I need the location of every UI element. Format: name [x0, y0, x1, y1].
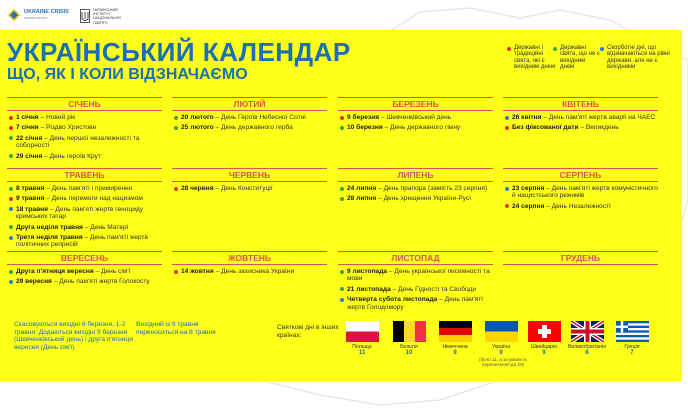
holiday-type-dot — [340, 126, 344, 130]
holiday-date: 28 липня — [347, 195, 377, 203]
holiday-entry — [7, 206, 162, 221]
holiday-text — [512, 185, 658, 200]
month-april — [503, 97, 658, 132]
holiday-text — [347, 296, 493, 311]
uk-flag-icon — [571, 321, 604, 342]
holiday-type-dot — [174, 270, 178, 274]
month-header: ТРАВЕНЬ — [7, 168, 162, 182]
month-header: ЛЮТИЙ — [172, 97, 327, 111]
holiday-text — [16, 268, 130, 275]
belgium-flag-icon — [393, 321, 426, 342]
holiday-date: Без фіксованої дати — [512, 124, 579, 132]
holiday-text — [16, 114, 75, 121]
holiday-text — [347, 195, 471, 202]
holiday-text — [16, 278, 150, 285]
holiday-description: – День пам'яті жертв політичних репресій — [16, 234, 149, 249]
holiday-date: Четверта субота листопада — [347, 296, 438, 304]
holiday-date: 9 березня — [347, 114, 380, 121]
holiday-description: – Великдень — [578, 124, 619, 132]
holiday-entry — [172, 114, 327, 121]
month-header: ЛИПЕНЬ — [338, 168, 493, 182]
holiday-entry — [7, 268, 162, 275]
month-header: ЖОВТЕНЬ — [172, 251, 327, 265]
holiday-date: 21 листопада — [347, 285, 391, 293]
holiday-description: – День Конституції — [213, 185, 273, 192]
holiday-date: 7 січня — [16, 124, 39, 132]
holiday-date: 18 травня — [16, 205, 48, 213]
holiday-date: 9 листопада — [347, 268, 388, 275]
holiday-type-dot — [9, 126, 13, 130]
holiday-entry — [7, 153, 162, 160]
holiday-entry — [7, 124, 162, 131]
institute-logo — [80, 8, 123, 25]
country-label-greece: Греція 7 — [624, 344, 640, 356]
holiday-entry — [7, 195, 162, 202]
holiday-type-dot — [340, 270, 344, 274]
holiday-entry — [503, 203, 658, 210]
holiday-text — [512, 203, 611, 210]
holiday-type-dot — [340, 187, 344, 191]
switzerland-flag-icon — [528, 321, 561, 342]
holiday-type-dot — [505, 116, 509, 120]
institute-logo-text: УКРАЇНСЬКИЙ ІНСТИТУТ НАЦІОНАЛЬНОЇ ПАМ'ЯТІ — [93, 8, 121, 25]
holiday-description: – День державного гімну — [382, 124, 461, 132]
page-title: УКРАЇНСЬКИЙ КАЛЕНДАР — [7, 37, 351, 67]
holiday-date: 20 лютого — [181, 114, 214, 121]
holiday-type-dot — [9, 270, 13, 274]
germany-flag-icon — [439, 321, 472, 342]
holiday-text — [16, 195, 143, 202]
holiday-date: Друга неділя травня — [16, 223, 83, 231]
holiday-description: – День першої незалежності та соборності — [16, 134, 140, 150]
holiday-entry — [503, 124, 658, 131]
holiday-text — [347, 124, 460, 131]
footer-note-other-countries: Святкові дні в інших країнах: — [277, 324, 339, 339]
holiday-description: – День Незалежності — [544, 202, 611, 210]
holiday-date: 10 березня — [347, 124, 383, 132]
holiday-text — [16, 224, 128, 231]
ukraine-holiday-note: (було 11, а за умови їх перенесення до 20) — [479, 357, 527, 367]
holiday-date: 22 січня — [16, 134, 43, 142]
holiday-entry — [338, 286, 493, 293]
holiday-type-dot — [9, 116, 13, 120]
holiday-description: – День Героїв Небесної Сотні — [213, 114, 306, 121]
country-label-switzerland: Швейцарія 9 — [531, 344, 557, 356]
holiday-text — [16, 185, 132, 192]
holiday-date: 1 січня — [16, 114, 39, 121]
holiday-type-dot — [505, 126, 509, 130]
month-december — [503, 251, 658, 265]
month-header: СЕРПЕНЬ — [503, 168, 658, 182]
holiday-text — [347, 286, 476, 293]
legend-item-state-holiday — [507, 45, 557, 71]
holiday-type-dot — [174, 116, 178, 120]
month-header: БЕРЕЗЕНЬ — [338, 97, 493, 111]
ucmc-logo-icon — [7, 8, 21, 22]
holiday-entry — [503, 185, 658, 200]
holiday-date: 24 липня — [347, 185, 377, 192]
month-january — [7, 97, 162, 160]
holiday-description: – Шевченківський день — [379, 114, 452, 121]
holiday-date: 26 квітня — [512, 114, 542, 121]
month-february — [172, 97, 327, 132]
legend-blue-dot — [600, 47, 604, 51]
holiday-description: – Новий рік — [38, 114, 76, 121]
holiday-entry — [338, 268, 493, 283]
holiday-type-dot — [9, 280, 13, 284]
month-october — [172, 251, 327, 275]
holiday-entry — [7, 135, 162, 150]
holiday-text — [16, 234, 162, 249]
poland-flag-icon — [346, 321, 379, 342]
legend-item-mourning — [600, 45, 678, 71]
trident-icon — [80, 9, 90, 23]
holiday-text — [16, 153, 101, 160]
ucmc-logo-line2: media center — [24, 15, 48, 20]
holiday-type-dot — [505, 204, 509, 208]
month-header: КВІТЕНЬ — [503, 97, 658, 111]
holiday-description: – День Матері — [82, 223, 129, 231]
footer-note-weekend-changes: Скасовуються вихідні 8 березня, 1-2 травня. Додаються вихідні 9 березня (Шевченківський день) і друга п'ятниця вересня (День сім'ї) — [14, 321, 133, 351]
holiday-description: – День хрещення України-Русі — [376, 195, 471, 203]
month-november — [338, 251, 493, 311]
holiday-date: 29 вересня — [16, 278, 52, 286]
holiday-description: – День Гідності та Свободи — [390, 285, 477, 293]
holiday-type-dot — [9, 197, 13, 201]
holiday-entry — [7, 114, 162, 121]
legend-label: Державні і традиційні свята, які є вихідним днем — [514, 45, 556, 71]
page-subtitle: ЩО, ЯК І КОЛИ ВІДЗНАЧАЄМО — [7, 66, 248, 83]
holiday-entry — [338, 195, 493, 202]
month-header: СІЧЕНЬ — [7, 97, 162, 111]
holiday-description: – День пам'яті і примирення — [44, 185, 133, 192]
ukraine-flag-icon — [485, 321, 518, 342]
country-label-belgium: Бельгія 10 — [400, 344, 418, 356]
country-label-germany: Німеччина 9 — [442, 344, 468, 356]
holiday-type-dot — [9, 225, 13, 229]
holiday-type-dot — [174, 126, 178, 130]
holiday-description: – Різдво Христове — [38, 124, 97, 132]
holiday-entry — [338, 296, 493, 311]
holiday-description: – День державного герба — [213, 124, 293, 132]
holiday-date: 9 травня — [16, 195, 45, 203]
month-july — [338, 168, 493, 203]
legend-label: Державні свята, що не є вихідним днем — [560, 45, 600, 71]
holiday-description: – День української писемності та мови — [347, 268, 490, 283]
month-header: ВЕРЕСЕНЬ — [7, 251, 162, 265]
holiday-text — [512, 124, 619, 131]
month-september — [7, 251, 162, 286]
month-march — [338, 97, 493, 132]
holiday-text — [347, 114, 451, 121]
holiday-entry — [338, 124, 493, 131]
holiday-type-dot — [9, 236, 13, 240]
holiday-entry — [172, 268, 327, 275]
holiday-text — [347, 268, 493, 283]
holiday-type-dot — [9, 154, 13, 158]
holiday-text — [181, 268, 294, 275]
month-june — [172, 168, 327, 192]
holiday-date: 28 червня — [181, 185, 214, 192]
holiday-type-dot — [340, 298, 344, 302]
holiday-text — [347, 185, 487, 192]
holiday-type-dot — [340, 197, 344, 201]
holiday-date: 23 серпня — [512, 185, 545, 192]
holiday-type-dot — [340, 116, 344, 120]
holiday-description: – День пам'яті жертв комуністичного й нацистського режимів — [512, 185, 658, 200]
holiday-entry — [7, 185, 162, 192]
holiday-description: – День героїв Крут — [42, 152, 101, 160]
holiday-entry — [7, 278, 162, 285]
legend-red-dot — [507, 47, 511, 51]
legend-label: Скорботні дні, що відзначаються на рівні держави, але не є вихідними — [607, 45, 670, 71]
holiday-date: Друга п'ятниця вересня — [16, 268, 94, 275]
month-header: ГРУДЕНЬ — [503, 251, 658, 265]
ucmc-logo — [7, 8, 69, 22]
holiday-text — [181, 114, 306, 121]
holiday-date: 24 серпня — [512, 202, 545, 210]
holiday-entry — [338, 114, 493, 121]
holiday-type-dot — [9, 136, 13, 140]
holiday-description: – День перемоги над нацизмом — [44, 195, 143, 203]
holiday-entry — [172, 185, 327, 192]
holiday-type-dot — [174, 187, 178, 191]
holiday-entry — [7, 234, 162, 249]
holiday-date: 14 жовтня — [181, 268, 214, 275]
holiday-description: – День сім'ї — [93, 268, 131, 275]
holiday-date: Третя неділя травня — [16, 234, 83, 242]
holiday-entry — [7, 224, 162, 231]
ucmc-logo-line1: UKRAINE CRISIS — [24, 9, 69, 15]
holiday-description: – День пам'яті жертв аварії на ЧАЕС — [541, 114, 656, 121]
holiday-description: – День захисника України — [213, 268, 295, 275]
holiday-text — [16, 206, 162, 221]
holiday-text — [16, 135, 162, 150]
holiday-type-dot — [340, 287, 344, 291]
holiday-text — [181, 185, 273, 192]
country-label-uk: Великобританія 8 — [567, 344, 607, 356]
holiday-date: 8 травня — [16, 185, 45, 192]
holiday-type-dot — [9, 187, 13, 191]
holiday-date: 29 січня — [16, 152, 43, 160]
country-label-poland: Польща 11 — [352, 344, 372, 356]
holiday-description: – День пам'яті жертв Голодомору — [347, 296, 483, 311]
month-header: ЛИСТОПАД — [338, 251, 493, 265]
holiday-description: – День пам'яті жертв геноциду кримських татар — [16, 205, 144, 221]
legend-item-state-workday — [553, 45, 600, 71]
holiday-type-dot — [9, 207, 13, 211]
holiday-date: 25 лютого — [181, 124, 214, 132]
month-may — [7, 168, 162, 249]
footer-note-may-transfer: Вихідний із 9 травня переноситься на 8 травня — [136, 321, 216, 336]
month-header: ЧЕРВЕНЬ — [172, 168, 327, 182]
holiday-text — [181, 124, 293, 131]
month-august — [503, 168, 658, 210]
holiday-description: – День прапора (замість 23 серпня) — [376, 185, 488, 192]
legend-green-dot — [553, 47, 557, 51]
greece-flag-icon — [616, 321, 649, 342]
holiday-entry — [172, 124, 327, 131]
holiday-type-dot — [505, 187, 509, 191]
country-label-ukraine: Україна 9 — [491, 344, 511, 356]
holiday-text — [16, 124, 96, 131]
holiday-description: – День пам'яті жертв Голокосту — [51, 278, 150, 286]
holiday-entry — [503, 114, 658, 121]
holiday-entry — [338, 185, 493, 192]
holiday-text — [512, 114, 655, 121]
